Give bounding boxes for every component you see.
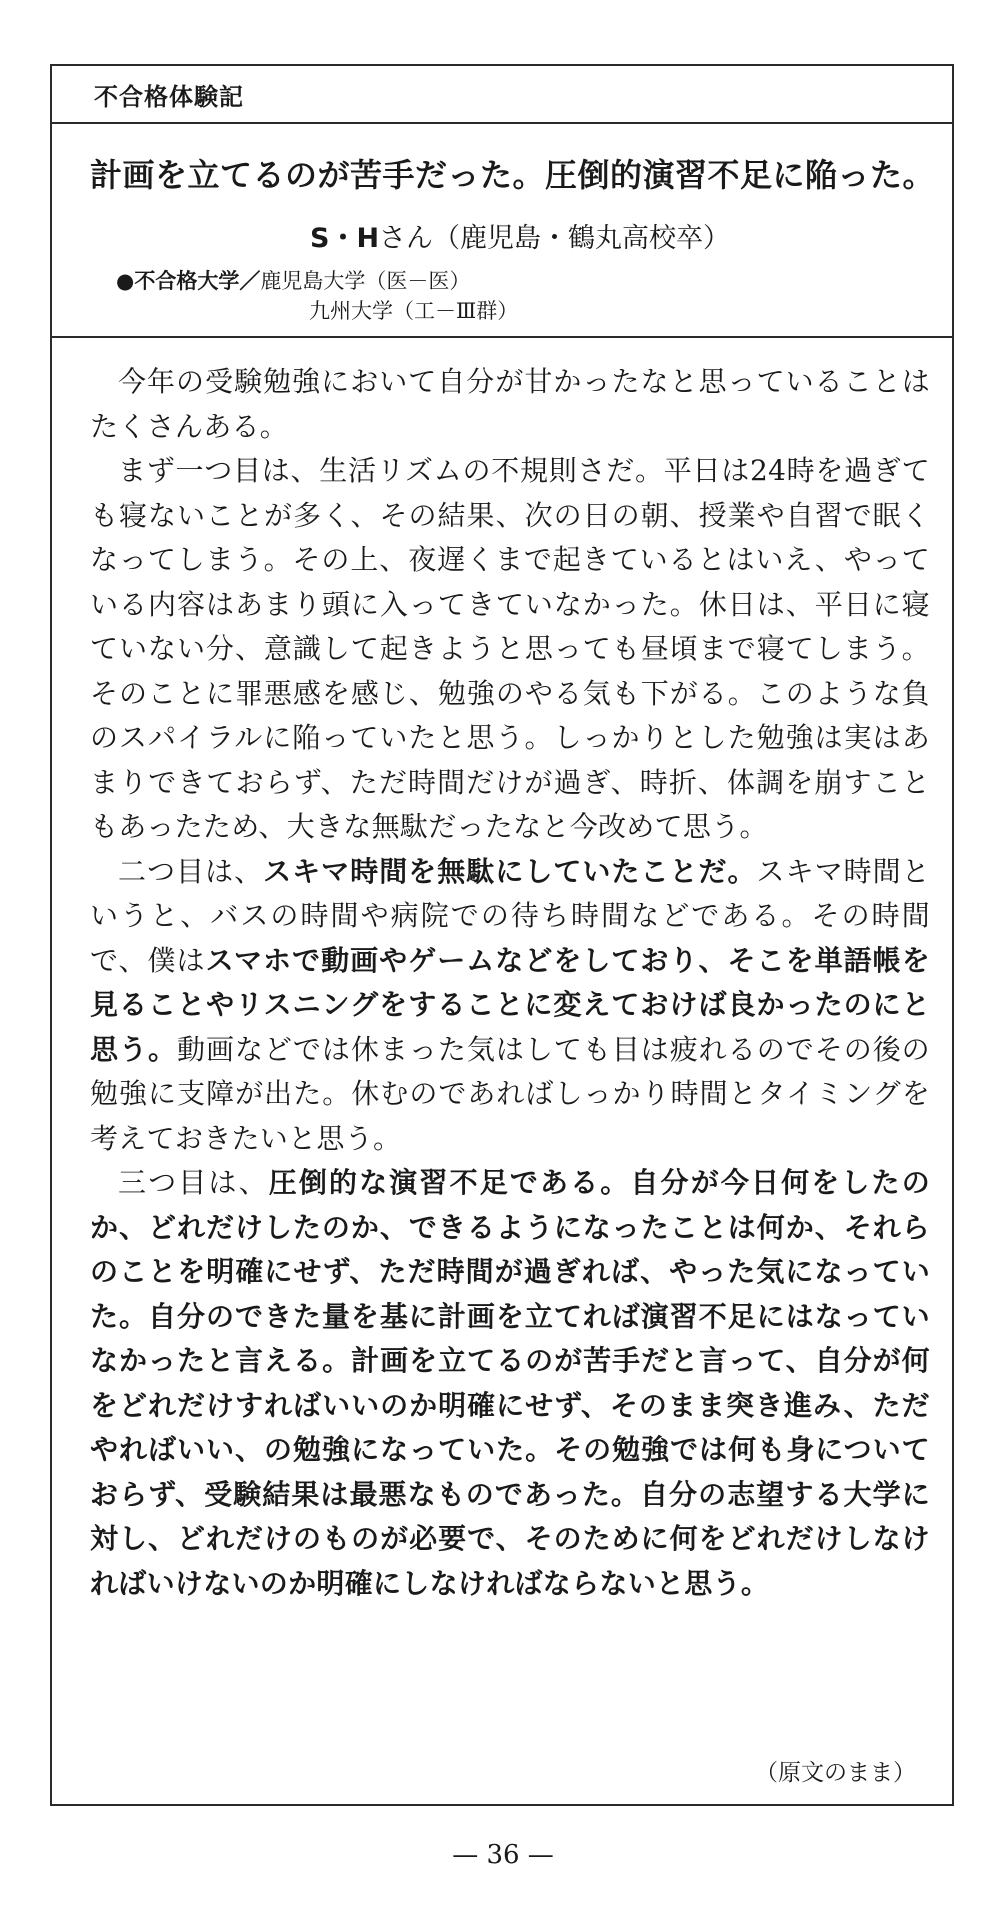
emphasized-text: スキマ時間を無駄にしていたことだ。 <box>263 854 757 888</box>
category-label: 不合格体験記 <box>52 66 952 124</box>
failed-universities <box>116 266 518 326</box>
body-text: まず一つ目は、生活リズムの不規則さだ。平日は24時を過ぎても寝ないことが多く、その結果、次の日の朝、授業や自習で眠くなってしまう。その上、夜遅くまで起きているとはいえ、やっている内容はあまり頭に入ってきていなかった。休日は、平日に寝ていない分、意識して起きようと思っても昼頃まで寝てしまう。そのことに罪悪感を感じ、勉強のやる気も下がる。このような負のスパイラルに陥っていたと思う。しっかりとした勉強は実はあまりできておらず、ただ時間だけが過ぎ、時折、体調を崩すこともあったため、大きな無駄だったなと今改めて思う。 <box>90 454 930 843</box>
body-paragraph <box>90 1161 930 1606</box>
emphasized-text: 圧倒的な演習不足である。自分が今日何をしたのか、どれだけしたのか、できるようになったことは何か、それらのことを明確にせず、ただ時間が過ぎれば、やった気になっていた。自分のできた量を基に計画を立てれば演習不足にはなっていなかったと言える。計画を立てるのが苦手だと言って、自分が何をどれだけすればいいのか明確にせず、そのまま突き進み、ただやればいい、の勉強になっていた。その勉強では何も身についておらず、受験結果は最悪なものであった。自分の志望する大学に対し、どれだけのものが必要で、そのために何をどれだけしなければいけないのか明確にしなければならないと思う。 <box>90 1166 930 1600</box>
emphasized-text: スマホで動画やゲームなどをしており、そこを単語帳を見ることやリスニングをすることに変えておけば良かったのにと思う。 <box>90 943 930 1066</box>
body-text: 二つ目は、 <box>118 854 264 888</box>
body-text: スキマ時間というと、バスの時間や病院での待ち時間などである。その時間で、僕は <box>90 854 930 977</box>
author-school: さん（鹿児島・鶴丸高校卒） <box>379 223 731 254</box>
article-body <box>90 360 930 1606</box>
body-paragraph <box>90 449 930 850</box>
failed-university: 鹿児島大学（医－医） <box>260 269 471 293</box>
body-text: 今年の受験勉強において自分が甘かったなと思っていることはたくさんある。 <box>90 365 930 443</box>
body-paragraph <box>90 850 930 1162</box>
original-text-note: （原文のまま） <box>755 1760 916 1786</box>
page-number: — 36 — <box>452 1840 554 1870</box>
author-line <box>310 216 730 255</box>
author-name: S・H <box>310 223 380 254</box>
body-text: 三つ目は、 <box>118 1166 269 1199</box>
body-text: 動画などでは休まった気はしても目は疲れるのでその後の勉強に支障が出た。休むのであればしっかり時間とタイミングを考えておきたいと思う。 <box>90 1032 930 1155</box>
body-paragraph <box>90 360 930 449</box>
article-title: 計画を立てるのが苦手だった。圧倒的演習不足に陥った。 <box>90 156 936 194</box>
failed-university: 九州大学（工－Ⅲ群） <box>309 299 519 323</box>
article-header <box>52 124 952 338</box>
article-frame <box>50 64 954 1806</box>
failed-label: ●不合格大学／ <box>116 269 261 293</box>
